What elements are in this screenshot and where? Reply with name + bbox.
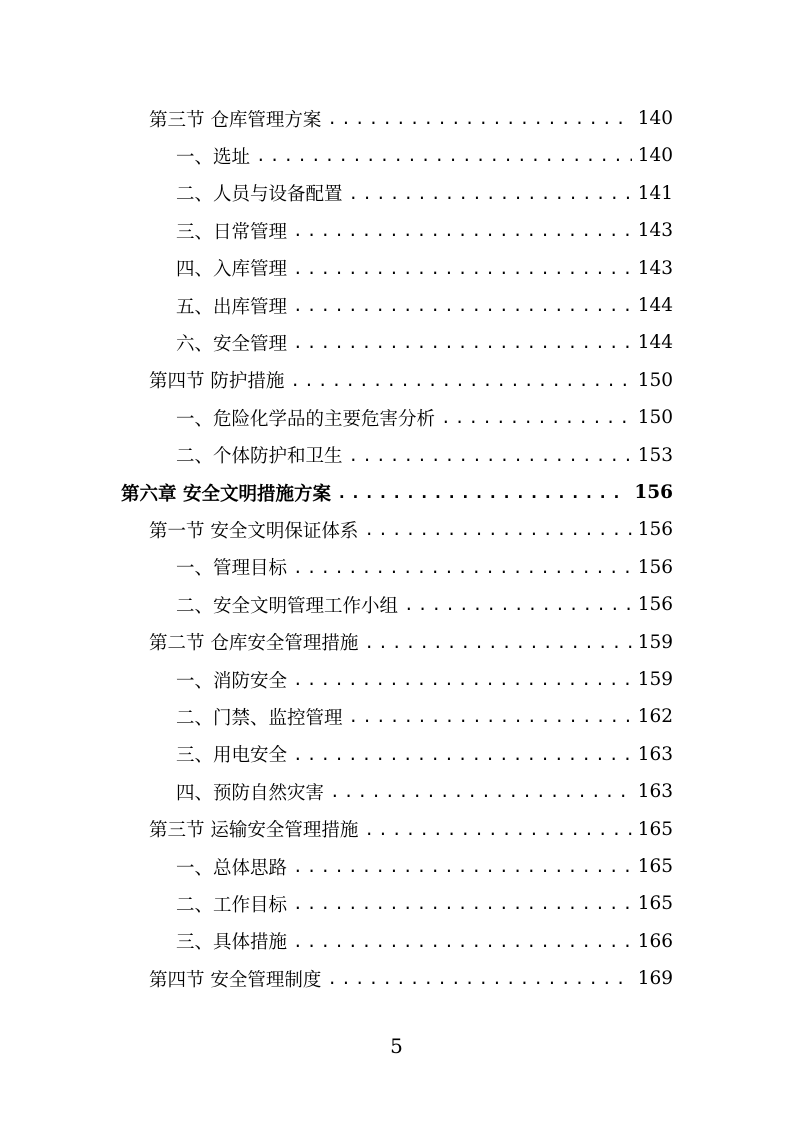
toc-entry-page: 140 <box>637 145 673 167</box>
toc-entry-label: 三、用电安全 <box>176 745 288 767</box>
toc-entry-subsection[interactable] <box>176 698 673 735</box>
dot-leader <box>327 109 631 128</box>
toc-entry-page: 166 <box>637 930 673 952</box>
dot-leader <box>404 595 632 614</box>
dot-leader <box>441 408 632 427</box>
dot-leader <box>290 371 631 390</box>
toc-entry-label: 四、入库管理 <box>176 259 288 281</box>
toc-entry-label: 一、选址 <box>176 146 251 168</box>
dot-leader <box>293 221 632 240</box>
toc-entry-subsection[interactable] <box>176 137 673 174</box>
dot-leader <box>256 146 632 165</box>
toc-entry-subsection[interactable] <box>176 549 673 586</box>
toc-entry-page: 165 <box>637 893 673 915</box>
toc-entry-page: 165 <box>637 818 673 840</box>
toc-entry-subsection[interactable] <box>176 923 673 960</box>
toc-entry-label: 第三节 仓库管理方案 <box>149 109 322 131</box>
toc-entry-page: 143 <box>637 257 673 279</box>
dot-leader <box>293 296 632 315</box>
toc-entry-section[interactable] <box>149 624 673 661</box>
dot-leader <box>293 932 632 951</box>
toc-entry-label: 三、具体措施 <box>176 932 288 954</box>
dot-leader <box>293 670 632 689</box>
toc-entry-subsection[interactable] <box>176 175 673 212</box>
toc-entry-subsection[interactable] <box>176 250 673 287</box>
toc-entry-subsection[interactable] <box>176 848 673 885</box>
dot-leader <box>364 520 631 539</box>
dot-leader <box>349 446 632 465</box>
toc-entry-section[interactable] <box>149 511 673 548</box>
toc-entry-label: 五、出库管理 <box>176 296 288 318</box>
toc-entry-label: 第二节 仓库安全管理措施 <box>149 633 359 655</box>
dot-leader <box>293 745 632 764</box>
dot-leader <box>293 333 632 352</box>
toc-entry-label: 一、总体思路 <box>176 857 288 879</box>
toc-entry-page: 156 <box>637 594 673 616</box>
toc-entry-page: 163 <box>637 743 673 765</box>
toc-entry-section[interactable] <box>149 960 673 997</box>
toc-entry-label: 一、消防安全 <box>176 670 288 692</box>
toc-entry-section[interactable] <box>149 811 673 848</box>
toc-entry-subsection[interactable] <box>176 324 673 361</box>
toc-entry-page: 144 <box>637 332 673 354</box>
toc-entry-page: 165 <box>637 856 673 877</box>
toc-entry-label: 第三节 运输安全管理措施 <box>149 820 359 842</box>
toc-entry-subsection[interactable] <box>176 437 673 474</box>
toc-entry-chapter[interactable] <box>121 474 673 511</box>
toc-entry-label: 第一节 安全文明保证体系 <box>149 520 359 542</box>
toc-entry-label: 第四节 防护措施 <box>149 371 285 393</box>
toc-entry-section[interactable] <box>149 100 673 137</box>
dot-leader <box>293 857 632 876</box>
toc-entry-page: 150 <box>637 369 673 391</box>
toc-entry-subsection[interactable] <box>176 399 673 436</box>
toc-entry-subsection[interactable] <box>176 661 673 698</box>
dot-leader <box>327 969 631 988</box>
dot-leader <box>349 707 632 726</box>
dot-leader <box>293 894 632 913</box>
toc-entry-label: 六、安全管理 <box>176 333 288 355</box>
dot-leader <box>293 558 632 577</box>
dot-leader <box>349 184 632 203</box>
toc-entry-label: 二、人员与设备配置 <box>176 184 343 206</box>
toc-entry-section[interactable] <box>149 362 673 399</box>
toc-entry-label: 二、工作目标 <box>176 894 288 916</box>
toc-entry-page: 162 <box>637 706 673 728</box>
toc-entry-page: 150 <box>637 407 673 429</box>
toc-entry-page: 141 <box>637 182 673 204</box>
toc-entry-page: 159 <box>637 669 673 690</box>
toc-entry-label: 三、日常管理 <box>176 221 288 243</box>
toc-entry-page: 163 <box>637 781 673 803</box>
toc-entry-label: 二、安全文明管理工作小组 <box>176 595 399 617</box>
toc-entry-label: 二、个体防护和卫生 <box>176 446 343 468</box>
toc-entry-label: 四、预防自然灾害 <box>176 782 325 804</box>
toc-entry-subsection[interactable] <box>176 586 673 623</box>
toc-entry-page: 169 <box>637 968 673 990</box>
toc-entry-subsection[interactable] <box>176 287 673 324</box>
toc-entry-label: 一、危险化学品的主要危害分析 <box>176 408 436 430</box>
dot-leader <box>364 633 631 652</box>
dot-leader <box>293 259 632 278</box>
toc-entry-page: 156 <box>637 556 673 578</box>
toc-entry-subsection[interactable] <box>176 773 673 810</box>
toc-entry-page: 144 <box>637 295 673 316</box>
toc-entry-page: 156 <box>634 482 673 503</box>
toc-entry-page: 143 <box>637 220 673 242</box>
toc-entry-page: 156 <box>637 519 673 541</box>
toc-entry-label: 一、管理目标 <box>176 558 288 580</box>
toc-entry-page: 159 <box>637 631 673 653</box>
toc-entry-subsection[interactable] <box>176 212 673 249</box>
toc-entry-page: 153 <box>637 444 673 466</box>
dot-leader <box>330 782 632 801</box>
toc-entry-subsection[interactable] <box>176 736 673 773</box>
dot-leader <box>337 483 628 502</box>
dot-leader <box>364 820 631 839</box>
toc-entry-label: 第六章 安全文明措施方案 <box>121 483 331 505</box>
toc-entry-label: 二、门禁、监控管理 <box>176 707 343 729</box>
page-number: 5 <box>390 1034 403 1058</box>
toc-entry-subsection[interactable] <box>176 885 673 922</box>
toc-entry-label: 第四节 安全管理制度 <box>149 969 322 991</box>
toc-entry-page: 140 <box>637 108 673 129</box>
